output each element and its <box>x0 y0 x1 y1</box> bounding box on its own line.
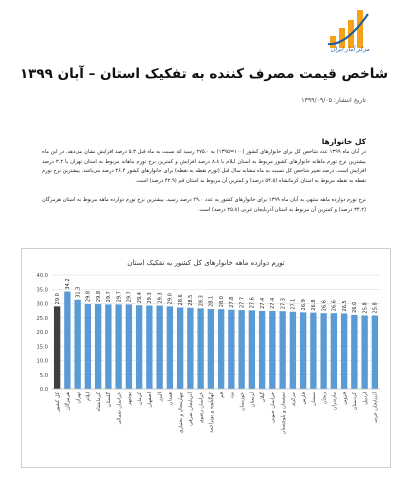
bar <box>228 310 234 389</box>
category-label: سیستان و بلوچستان <box>280 392 287 435</box>
y-tick-label: 40.0 <box>36 273 48 279</box>
category-label: سمنان <box>311 392 318 406</box>
bar <box>208 309 214 389</box>
data-label: 28.0 <box>218 296 225 308</box>
category-label: کل کشور <box>54 392 61 412</box>
bar <box>310 313 316 389</box>
data-label: 26.5 <box>341 300 348 312</box>
category-label: اصفهان <box>147 392 154 408</box>
category-label: گیلان <box>259 392 266 403</box>
category-label: آذربایجان شرقی <box>188 392 195 426</box>
y-tick-label: 35.0 <box>36 287 48 294</box>
paragraph-1: در آبان ماه ۱۳۹۹ عدد شاخص کل برای خانوارهای کشور (۱۰۰=۱۳۹۵) به ۲۷۵.۰ رسید که نسبت به ماه قبل ۵.۳ درصد افزایش نشان می‌دهد. در این ماه بیشترین نرخ تورم ماهانه خانوارهای کشور مربوط به استان ایلام با ۸.۸ درصد افزایش و کمترین نرخ تورم ماهانه مربوط به استان تهران با ۳.۲ درصد افزایش است. درصد تغییر شاخص کل نسبت به ماه مشابه سال قبل (تورم نقطه به نقطه) برای خانوارهای کشور ۴۶.۴ درصد می‌باشد. بیشترین نرخ تورم نقطه به نقطه مربوط به استان کرمانشاه (۵۴.۵ درصد) و کمترین آن مربوط به استان قم (۴۲.۹ درصد) است. <box>42 149 366 185</box>
data-label: 29.8 <box>85 290 92 303</box>
category-label: یزد <box>229 392 236 399</box>
data-label: 26.6 <box>321 300 328 312</box>
y-tick-label: 25.0 <box>36 315 48 322</box>
data-label: 29.0 <box>54 293 61 305</box>
data-label: 27.7 <box>239 296 246 309</box>
data-label: 28.6 <box>177 294 184 306</box>
bar <box>372 315 378 389</box>
category-label: کرمان <box>136 392 143 406</box>
bar <box>115 304 121 389</box>
y-tick-label: 20.0 <box>36 330 48 336</box>
y-tick-label: 0.0 <box>39 387 48 393</box>
data-label: 27.4 <box>270 297 277 309</box>
data-label: 31.3 <box>75 286 82 298</box>
category-label: قزوین <box>341 392 348 405</box>
bar <box>95 304 101 389</box>
category-label: البرز <box>157 392 164 402</box>
data-label: 26.8 <box>311 299 318 311</box>
y-tick-label: 15.0 <box>36 344 48 351</box>
data-label: 27.8 <box>229 296 236 308</box>
y-tick-label: 10.0 <box>36 358 48 365</box>
bar <box>156 305 162 389</box>
bar <box>249 310 255 389</box>
logo-icon <box>326 6 372 50</box>
category-label: خراسان شمالی <box>116 392 123 425</box>
category-label: کرمانشاه <box>95 392 102 412</box>
category-label: اردبیل <box>362 392 369 405</box>
data-label: 29.8 <box>95 290 102 303</box>
data-label: 29.3 <box>157 292 164 304</box>
y-tick-label: 5.0 <box>39 372 48 379</box>
inflation-bar-chart <box>22 249 390 467</box>
category-label: لرستان <box>249 392 256 408</box>
section-title: کل خانوارها <box>321 137 366 146</box>
data-label: 26.0 <box>352 301 359 313</box>
category-label: خراسان رضوی <box>198 392 205 424</box>
bar <box>238 310 244 389</box>
data-label: 26.6 <box>331 300 338 312</box>
chart-container <box>21 248 391 468</box>
publication-date: تاریخ انتشار: ۱۳۹۹/۰۹/۰۵ <box>301 97 366 104</box>
data-label: 27.6 <box>249 297 256 309</box>
data-label: 29.7 <box>126 291 133 303</box>
category-label: تهران <box>75 392 82 404</box>
bar <box>126 304 132 389</box>
category-label: آذربایجان غربی <box>372 392 379 424</box>
bar <box>218 309 224 389</box>
category-label: کردستان <box>352 392 359 411</box>
bar <box>136 305 142 389</box>
bar <box>269 311 275 389</box>
data-label: 25.8 <box>362 302 369 314</box>
data-label: 28.3 <box>198 295 205 307</box>
bar <box>320 313 326 389</box>
logo-bar-4 <box>357 10 363 48</box>
data-label: 29.7 <box>106 291 113 303</box>
page-title: شاخص قیمت مصرف کننده به تفکیک استان – آبان ۱۳۹۹ <box>19 66 389 82</box>
bar <box>279 311 285 389</box>
paragraph-2: نرخ تورم دوازده ماهه منتهی به آبان ماه ۱۳۹۹ برای خانوارهای کشور به عدد ۲۹.۰ درصد رسید. بیشترین نرخ تورم دوازده ماهه مربوط به استان هرمزگان (۳۴.۲ درصد) و کمترین آن مربوط به استان آذربایجان غربی (۲۵.۸ درصد) است. <box>42 197 366 213</box>
data-label: 29.7 <box>116 291 123 303</box>
bar <box>64 292 70 389</box>
bar <box>167 306 173 389</box>
category-label: فارس <box>300 392 307 405</box>
data-label: 27.1 <box>290 298 297 310</box>
bar <box>85 304 91 389</box>
data-label: 27.4 <box>259 297 266 309</box>
bar <box>177 307 183 389</box>
category-label: چهارمحال و بختیاری <box>177 392 184 434</box>
bar <box>54 306 60 389</box>
logo-text: مرکز آمار ایران <box>330 46 370 53</box>
data-label: 29.4 <box>136 292 143 304</box>
bar <box>259 311 265 389</box>
category-label: هرمزگان <box>65 392 72 411</box>
bar <box>146 305 152 389</box>
data-label: 29.3 <box>147 292 154 304</box>
bar <box>197 308 203 389</box>
data-label: 25.8 <box>372 302 379 314</box>
category-label: مازندران <box>331 392 338 411</box>
category-label: ایلام <box>85 392 92 401</box>
category-label: کهگیلویه و بویراحمد <box>208 392 215 433</box>
data-label: 28.5 <box>188 294 195 306</box>
data-label: 34.2 <box>65 278 72 290</box>
chart-title: تورم دوازده ماهه خانوارهای کل کشور به تفکیک استان <box>127 259 285 267</box>
bar <box>300 312 306 389</box>
data-label: 27.3 <box>280 298 287 310</box>
bar <box>290 312 296 389</box>
bar <box>351 315 357 389</box>
bar <box>105 304 111 389</box>
data-label: 28.1 <box>208 295 215 307</box>
category-label: بوشهر <box>126 392 133 406</box>
category-label: قم <box>218 392 225 398</box>
data-label: 26.9 <box>300 299 307 311</box>
logo-bar-2 <box>339 28 345 48</box>
bar <box>361 315 367 389</box>
category-label: خوزستان <box>239 392 246 411</box>
bar <box>331 313 337 389</box>
bar <box>187 308 193 389</box>
category-label: خراسان جنوبی <box>270 392 277 423</box>
category-label: زنجان <box>321 392 328 405</box>
bar <box>341 313 347 389</box>
category-label: همدان <box>167 392 174 406</box>
y-tick-label: 30.0 <box>36 301 48 308</box>
category-label: مرکزی <box>290 392 297 407</box>
bar <box>74 300 80 389</box>
data-label: 29.0 <box>167 293 174 305</box>
category-label: گلستان <box>106 392 113 408</box>
